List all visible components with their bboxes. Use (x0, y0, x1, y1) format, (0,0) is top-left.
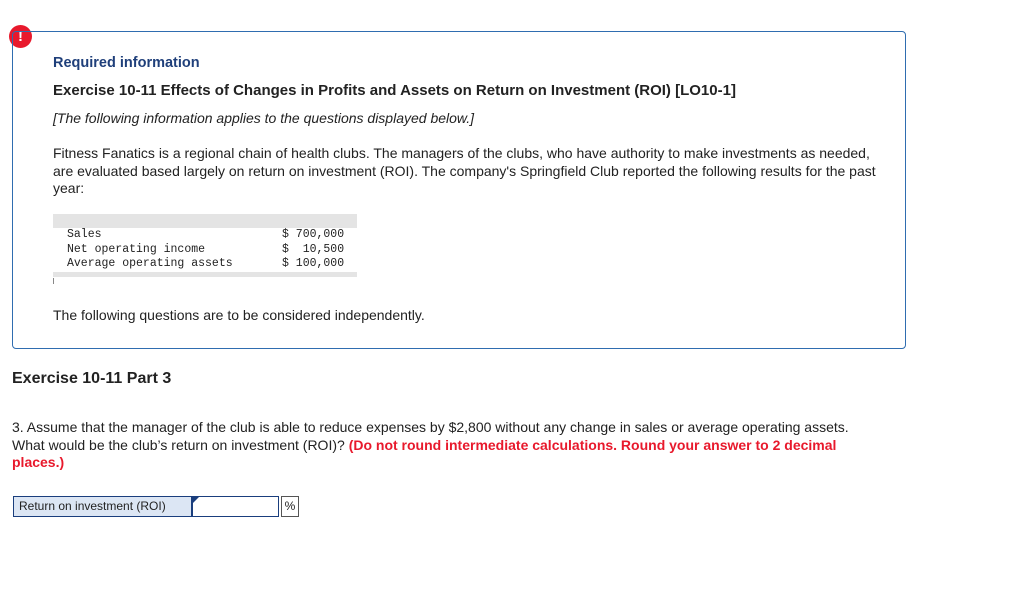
info-paragraph: Fitness Fanatics is a regional chain of health clubs. The managers of the clubs, who have authority to make investments as needed, are evaluated based largely on return on investment (ROI). The company's Springfield Club reported the following results for the past year: (53, 145, 876, 196)
table-row (53, 243, 357, 258)
table-row (53, 257, 357, 274)
table-row-value: $ 100,000 (282, 257, 345, 270)
percent-unit: % (281, 496, 299, 517)
exclamation-icon: ! (9, 25, 32, 48)
answer-row (13, 496, 299, 517)
required-information-title: Required information (53, 55, 200, 71)
table-row (53, 221, 357, 243)
info-note: [The following information applies to the questions displayed below.] (53, 110, 475, 126)
table-row-value: $ 700,000 (282, 228, 345, 241)
table-divider (53, 278, 54, 284)
part-title: Exercise 10-11 Part 3 (12, 370, 172, 387)
results-table (53, 214, 357, 277)
question (12, 419, 882, 472)
independent-note: The following questions are to be considered independently. (53, 307, 425, 323)
table-row-label: Net operating income (67, 242, 206, 256)
roi-answer-input[interactable] (192, 496, 279, 517)
question-text: 3. Assume that the manager of the club is able to reduce expenses by $2,800 without any change in sales or average operating assets. What would be the club’s return on investment (ROI)? (12, 419, 849, 453)
answer-label: Return on investment (ROI) (13, 496, 192, 517)
table-row-value: $ 10,500 (282, 242, 345, 256)
question-instruction: (Do not round intermediate calculations. Round your answer to 2 decimal places.) (12, 436, 837, 470)
answer-input-wrapper (192, 496, 279, 517)
exercise-title: Exercise 10-11 Effects of Changes in Profits and Assets on Return on Investment (ROI) [LO10-1] (53, 82, 736, 99)
table-row-label: Average operating assets (67, 257, 233, 270)
table-row-label: Sales (67, 228, 102, 241)
